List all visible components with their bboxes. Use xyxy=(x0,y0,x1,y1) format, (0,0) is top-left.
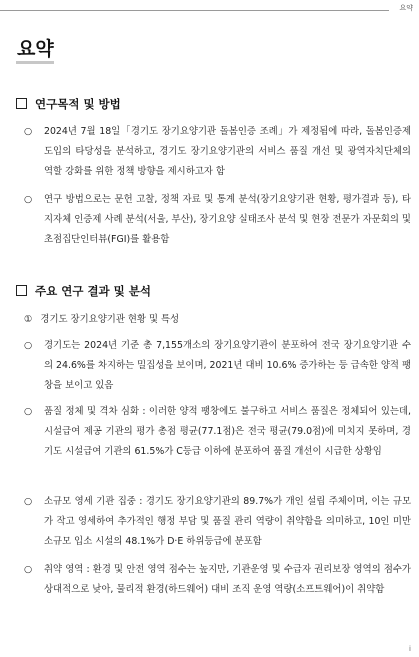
list-item xyxy=(24,122,411,182)
list-item xyxy=(24,492,411,552)
section-heading-text: 연구목적 및 방법 xyxy=(35,97,121,111)
circle-bullet-icon: ○ xyxy=(24,194,33,205)
list-item xyxy=(24,560,411,600)
list-item xyxy=(24,402,411,462)
square-bullet-icon xyxy=(16,285,27,296)
page-number: i xyxy=(409,645,411,653)
subheading-marker: ① xyxy=(24,314,33,325)
circle-bullet-icon: ○ xyxy=(24,564,33,575)
section-heading-purpose-method xyxy=(16,96,121,112)
list-item xyxy=(24,336,411,396)
circle-bullet-icon: ○ xyxy=(24,496,33,507)
list-item-text: 품질 정체 및 격차 심화 : 이러한 양적 팽창에도 불구하고 서비스 품질은 정체되어 있는데, 시설급여 제공 기관의 평가 총점 평균(77.1점)은 전국 평균(79.0점)에 미치지 못하며, 경기도 시설급여 기관의 61.5%가 C등급 이하에 분포하여 품질 개선이 시급한 상황임 xyxy=(44,406,411,457)
circle-bullet-icon: ○ xyxy=(24,406,33,417)
section-heading-key-results xyxy=(16,283,151,299)
square-bullet-icon xyxy=(16,98,27,109)
circle-bullet-icon: ○ xyxy=(24,126,33,137)
subheading xyxy=(24,311,179,329)
running-header xyxy=(0,0,419,14)
running-header-label: 요약 xyxy=(399,4,413,12)
header-rule xyxy=(0,10,389,11)
page-title: 요약 xyxy=(17,38,54,60)
list-item xyxy=(24,190,411,250)
section-heading-text: 주요 연구 결과 및 분석 xyxy=(35,284,151,298)
circle-bullet-icon: ○ xyxy=(24,340,33,351)
list-item-text: 연구 방법으로는 문헌 고찰, 정책 자료 및 통계 분석(장기요양기관 현황, 평가결과 등), 타 지자체 인증제 사례 분석(서울, 부산), 장기요양 실태조사 분석 및 현장 전문가 자문회의 및 초점집단인터뷰(FGI)를 활용함 xyxy=(44,194,411,245)
title-underline xyxy=(16,61,54,64)
list-item-text: 경기도는 2024년 기준 총 7,155개소의 장기요양기관이 분포하여 전국 장기요양기관 수의 24.6%를 차지하는 밀집성을 보이며, 2021년 대비 10.6% 증가하는 등 급속한 양적 팽창을 보이고 있음 xyxy=(44,340,411,391)
list-item-text: 취약 영역 : 환경 및 안전 영역 점수는 높지만, 기관운영 및 수급자 권리보장 영역의 점수가 상대적으로 낮아, 물리적 환경(하드웨어) 대비 조직 운영 역량(소프트웨어)이 취약함 xyxy=(44,564,411,595)
list-item-text: 2024년 7월 18일「경기도 장기요양기관 돌봄인증 조례」가 제정됨에 따라, 돌봄인증제 도입의 타당성을 분석하고, 경기도 장기요양기관의 서비스 품질 개선 및 광역자치단체의 역할 강화를 위한 정책 방향을 제시하고자 함 xyxy=(44,126,411,177)
subheading-text: 경기도 장기요양기관 현황 및 특성 xyxy=(40,314,180,325)
list-item-text: 소규모 영세 기관 집중 : 경기도 장기요양기관의 89.7%가 개인 설립 주체이며, 이는 규모가 작고 영세하여 추가적인 행정 부담 및 품질 관리 역량이 취약함을 의미하고, 10인 미만 소규모 입소 시설의 48.1%가 D·E 하위등급에 분포함 xyxy=(44,496,411,547)
